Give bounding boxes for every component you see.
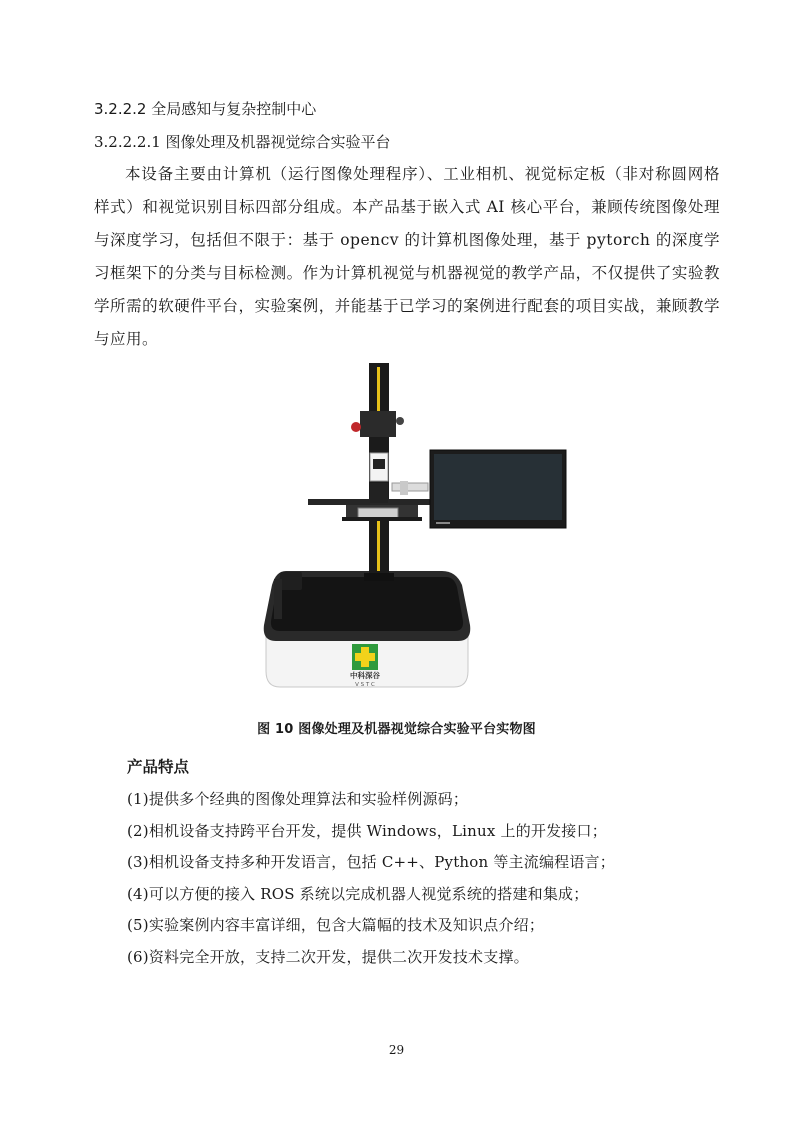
logo-text: 中科深谷 xyxy=(350,671,380,680)
figure-caption: 图 10 图像处理及机器视觉综合实验平台实物图 xyxy=(257,722,536,737)
subsection-heading: 3.2.2.2.1 图像处理及机器视觉综合实验平台 xyxy=(94,133,391,151)
logo-subtext: V S T C xyxy=(355,682,375,688)
logo-icon xyxy=(352,644,378,670)
list-item: (1)提供多个经典的图像处理算法和实验样例源码； xyxy=(127,790,469,808)
list-item: (5)实验案例内容丰富详细，包含大篇幅的技术及知识点介绍； xyxy=(127,916,545,934)
list-item: (3)相机设备支持多种开发语言，包括 C++、Python 等主流编程语言； xyxy=(127,853,615,871)
section-heading: 3.2.2.2 全局感知与复杂控制中心 xyxy=(94,100,317,118)
page-number: 29 xyxy=(388,1043,405,1057)
list-item: (2)相机设备支持跨平台开发，提供 Windows，Linux 上的开发接口； xyxy=(127,821,607,840)
intro-paragraph: 本设备主要由计算机（运行图像处理程序）、工业相机、视觉标定板（非对称圆网格样式）和视觉识别目标四部分组成。本产品基于嵌入式 AI 核心平台，兼顾传统图像处理与深度学习，包括但不限于：基于 opencv 的计算机图像处理，基于 pytorch 的深度学习框架下的分类与目标检测。作为计算机视觉与机器视觉的教学产品，不仅提供了实验教学所需的软硬件平台，实验案例，并能基于已学习的案例进行配套的项目实战，兼顾教学与应用。 xyxy=(94,165,720,348)
features-title: 产品特点 xyxy=(127,758,190,776)
product-photo xyxy=(258,355,573,695)
list-item: (6)资料完全开放，支持二次开发，提供二次开发技术支撑。 xyxy=(127,947,529,966)
list-item: (4)可以方便的接入 ROS 系统以完成机器人视觉系统的搭建和集成； xyxy=(127,884,589,903)
features-list xyxy=(127,784,615,973)
